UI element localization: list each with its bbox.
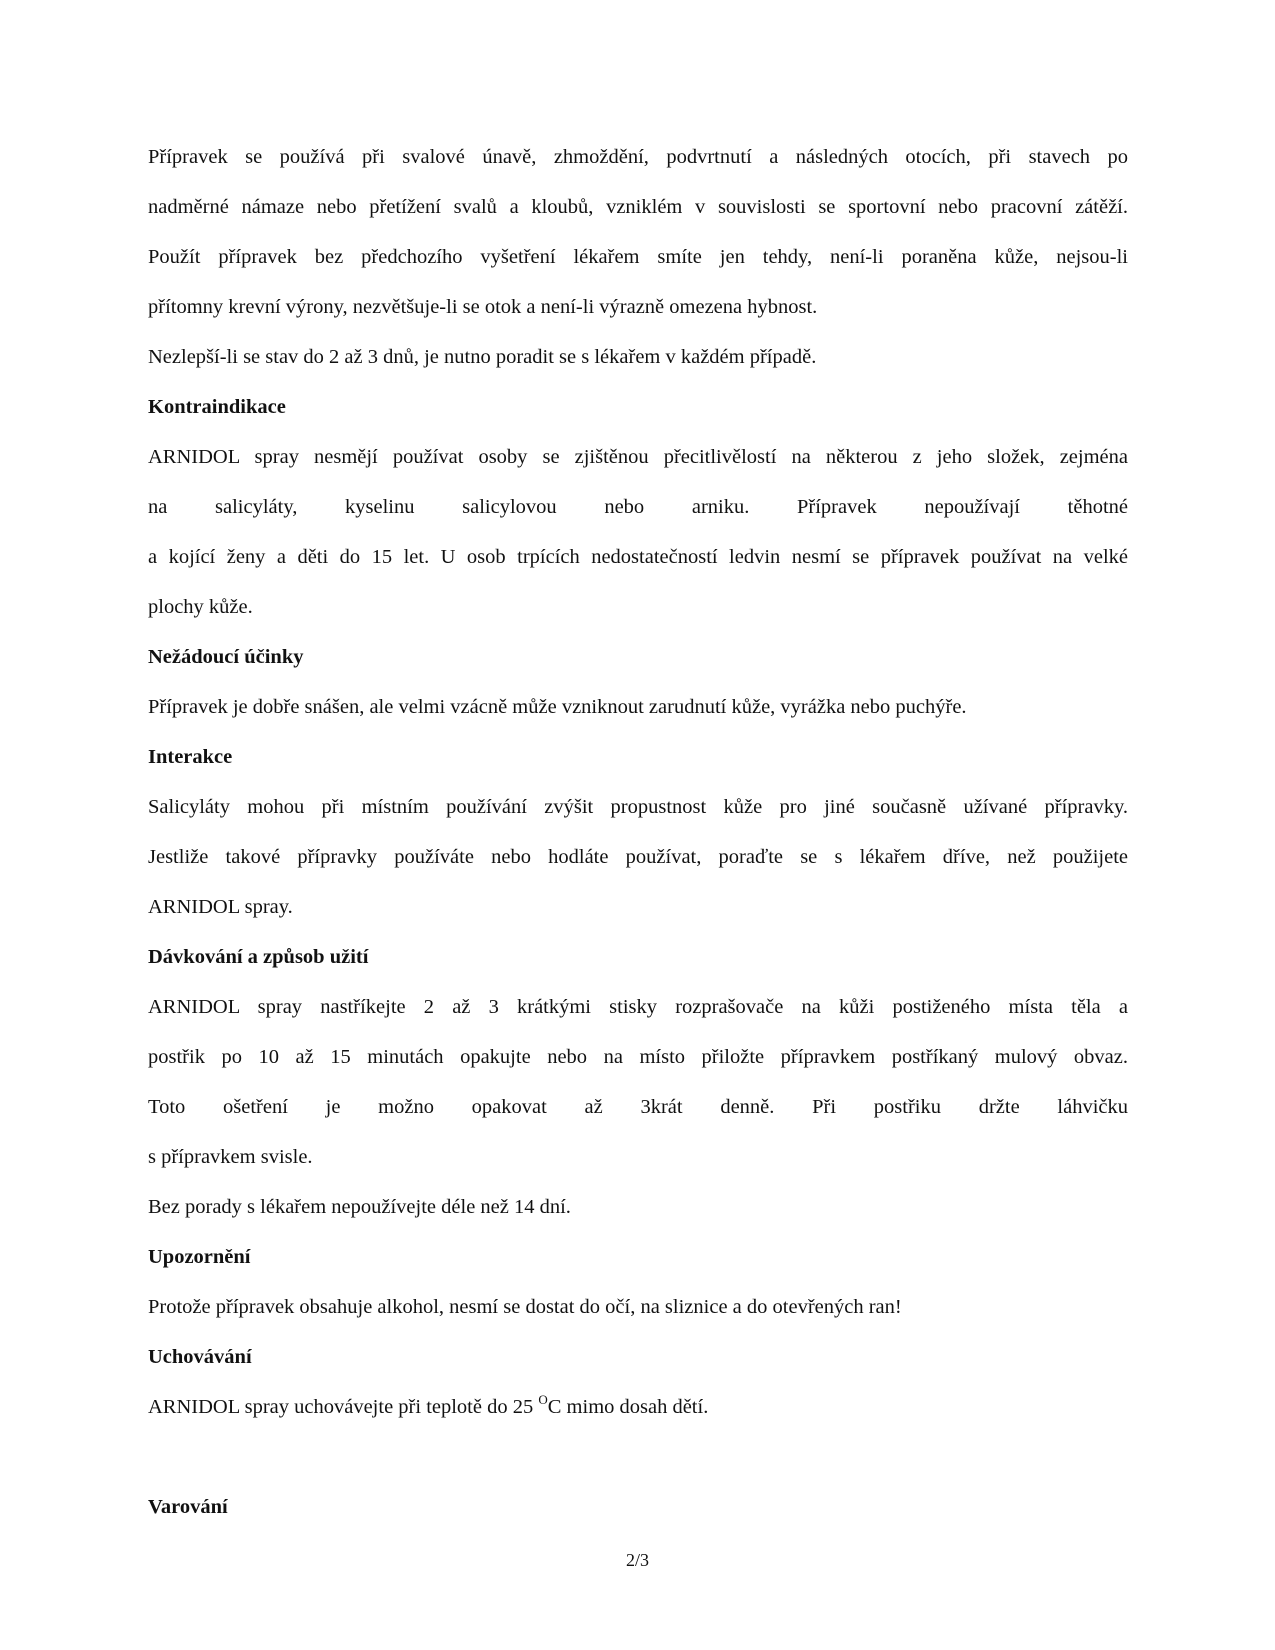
section-heading-interactions: Interakce: [148, 746, 233, 768]
storage-text: ARNIDOL spray uchovávejte při teplotě do 25: [148, 1396, 539, 1418]
paragraph-line: nadměrné námaze nebo přetížení svalů a kloubů, vzniklém v souvislosti se sportovní nebo pracovní zátěží.: [148, 196, 1128, 218]
paragraph-line: ARNIDOL spray nesmějí používat osoby se zjištěnou přecitlivělostí na některou z jeho složek, zejména: [148, 446, 1128, 468]
paragraph-line: Protože přípravek obsahuje alkohol, nesmí se dostat do očí, na sliznice a do otevřených ran!: [148, 1296, 902, 1318]
document-body: [148, 132, 1128, 1532]
paragraph-line: ARNIDOL spray.: [148, 896, 293, 918]
paragraph-line: Bez porady s lékařem nepoužívejte déle než 14 dní.: [148, 1196, 571, 1218]
paragraph-line: s přípravkem svisle.: [148, 1146, 313, 1168]
paragraph-line: Jestliže takové přípravky používáte nebo hodláte používat, poraďte se s lékařem dříve, než použijete: [148, 846, 1128, 868]
storage-line: [148, 1382, 1128, 1432]
paragraph-line: ARNIDOL spray nastříkejte 2 až 3 krátkými stisky rozprašovače na kůži postiženého místa těla a: [148, 996, 1128, 1018]
paragraph-line: na salicyláty, kyselinu salicylovou nebo arniku. Přípravek nepoužívají těhotné: [148, 496, 1128, 518]
section-heading-side-effects: Nežádoucí účinky: [148, 646, 304, 668]
section-heading-dosage: Dávkování a způsob užití: [148, 946, 369, 968]
page-number: 2/3: [625, 1550, 649, 1570]
section-heading-contraindications: Kontraindikace: [148, 396, 286, 418]
paragraph-line: postřik po 10 až 15 minutách opakujte nebo na místo přiložte přípravkem postříkaný mulový obvaz.: [148, 1046, 1128, 1068]
section-heading-storage: Uchovávání: [148, 1346, 252, 1368]
paragraph-line: a kojící ženy a děti do 15 let. U osob trpících nedostatečností ledvin nesmí se přípravek používat na velké: [148, 546, 1128, 568]
paragraph-line: Přípravek je dobře snášen, ale velmi vzácně může vzniknout zarudnutí kůže, vyrážka nebo puchýře.: [148, 696, 967, 718]
degree-mark: O: [538, 1392, 548, 1407]
paragraph-line: Nezlepší-li se stav do 2 až 3 dnů, je nutno poradit se s lékařem v každém případě.: [148, 346, 817, 368]
paragraph-line: Použít přípravek bez předchozího vyšetření lékařem smíte jen tehdy, není-li poraněna kůže, nejsou-li: [148, 246, 1128, 268]
section-heading-warning: Upozornění: [148, 1246, 251, 1268]
spacer: [148, 1432, 1128, 1482]
paragraph-line: Přípravek se používá při svalové únavě, zhmoždění, podvrtnutí a následných otocích, při stavech po: [148, 146, 1128, 168]
section-heading-caution: Varování: [148, 1496, 228, 1518]
storage-text-end: C mimo dosah dětí.: [547, 1396, 709, 1418]
paragraph-line: Toto ošetření je možno opakovat až 3krát denně. Při postřiku držte láhvičku: [148, 1096, 1128, 1118]
paragraph-line: plochy kůže.: [148, 596, 253, 618]
paragraph-line: Salicyláty mohou při místním používání zvýšit propustnost kůže pro jiné současně užívané přípravky.: [148, 796, 1128, 818]
paragraph-line: přítomny krevní výrony, nezvětšuje-li se otok a není-li výrazně omezena hybnost.: [148, 296, 818, 318]
